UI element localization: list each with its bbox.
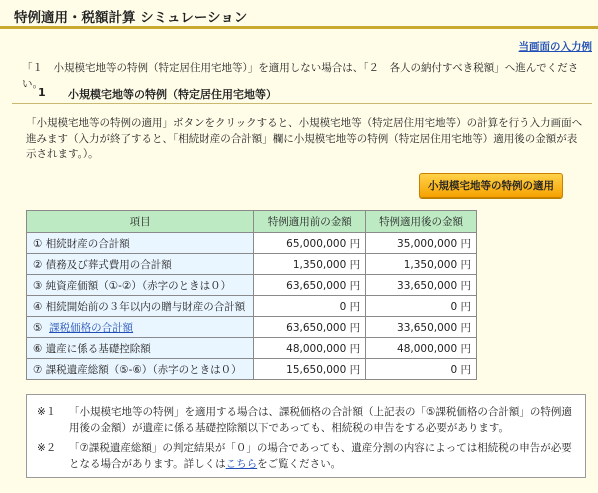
table-row xyxy=(27,317,477,338)
note-text: 「小規模宅地等の特例」を適用する場合は、課税価格の合計額（上記表の「⑤課税価格の合計額」の特例適用後の金額）が遺産に係る基礎控除額以下であっても、相続税の申告をする必要があります。 xyxy=(69,406,572,434)
section-title: 小規模宅地等の特例（特定居住用宅地等） xyxy=(68,88,277,101)
amount-before: 1,350,000 円 xyxy=(254,254,366,275)
table-row xyxy=(27,338,477,359)
amount-after: 1,350,000 円 xyxy=(366,254,477,275)
table-header-row xyxy=(27,211,477,233)
amount-after: 0 円 xyxy=(366,359,477,380)
row-label: ④ 相続開始前の３年以内の贈与財産の合計額 xyxy=(27,296,254,317)
section-heading xyxy=(12,83,592,104)
row-label: ③ 純資産価額（①-②）（赤字のときは０） xyxy=(27,275,254,296)
notes-box xyxy=(26,394,586,478)
section-description: 「小規模宅地等の特例の適用」ボタンをクリックすると、小規模宅地等（特定居住用宅地等）の計算を行う入力画面へ進みます（入力が終了すると、「相続財産の合計額」欄に小規模宅地等の特例（特定居住用宅地等）適用後の金額が表示されます。）。 xyxy=(26,117,583,160)
amount-after: 33,650,000 円 xyxy=(366,275,477,296)
note-text-before: 「⑦課税遺産総額」の判定結果が「０」の場合であっても、遺産分割の内容によっては相続税の申告が必要となる場合があります。詳しくは xyxy=(69,442,572,470)
amount-after: 35,000,000 円 xyxy=(366,233,477,254)
taxable-price-total-link[interactable]: 課税価格の合計額 xyxy=(49,321,134,334)
row-label: ② 債務及び葬式費用の合計額 xyxy=(27,254,254,275)
amount-before: 63,650,000 円 xyxy=(254,317,366,338)
table-row xyxy=(27,359,477,380)
amount-after: 33,650,000 円 xyxy=(366,317,477,338)
column-header-after: 特例適用後の金額 xyxy=(366,211,477,233)
column-header-before: 特例適用前の金額 xyxy=(254,211,366,233)
amount-after: 48,000,000 円 xyxy=(366,338,477,359)
details-link[interactable]: こちら xyxy=(225,458,258,470)
amount-before: 48,000,000 円 xyxy=(254,338,366,359)
row-label: ⑥ 遺産に係る基礎控除額 xyxy=(27,338,254,359)
simulation-table xyxy=(26,210,477,380)
table-row xyxy=(27,296,477,317)
note-text-after: をご覧ください。 xyxy=(257,458,342,470)
table-row xyxy=(27,233,477,254)
section-number: 1 xyxy=(38,86,46,99)
row-label: ① 相続財産の合計額 xyxy=(27,233,254,254)
row-label-prefix: ⑤ xyxy=(33,321,50,334)
page-title: 特例適用・税額計算 シミュレーション xyxy=(14,10,248,26)
row-label: ⑦ 課税遺産総額（⑤-⑥）（赤字のときは０） xyxy=(27,359,254,380)
row-label xyxy=(27,317,254,338)
apply-special-provision-button[interactable]: 小規模宅地等の特例の適用 xyxy=(419,173,563,198)
table-row xyxy=(27,254,477,275)
note-text xyxy=(69,440,579,472)
amount-before: 63,650,000 円 xyxy=(254,275,366,296)
title-bar xyxy=(0,0,598,29)
amount-before: 15,650,000 円 xyxy=(254,359,366,380)
input-example-link[interactable]: 当画面の入力例 xyxy=(518,41,592,53)
note-mark: ※２ xyxy=(37,442,57,454)
table-row xyxy=(27,275,477,296)
amount-before: 0 円 xyxy=(254,296,366,317)
note-mark: ※１ xyxy=(37,406,57,418)
column-header-item: 項目 xyxy=(27,211,254,233)
amount-before: 65,000,000 円 xyxy=(254,233,366,254)
amount-after: 0 円 xyxy=(366,296,477,317)
intro-text: 「１ 小規模宅地等の特例（特定居住用宅地等）」を適用しない場合は、「２ 各人の納付すべき税額」へ進んでください。 xyxy=(22,62,579,90)
